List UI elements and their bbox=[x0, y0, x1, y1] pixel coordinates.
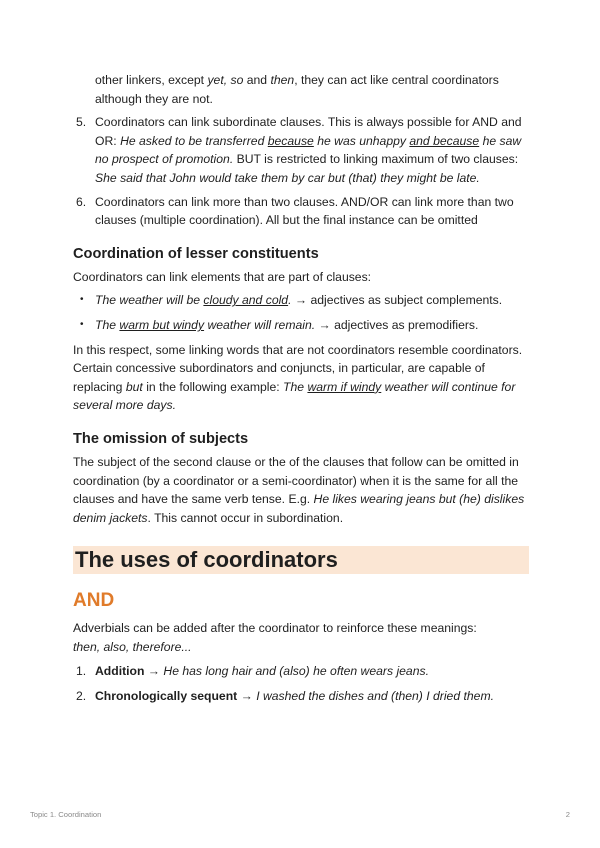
text-run: and because bbox=[409, 133, 480, 148]
list-number: 2. bbox=[76, 689, 87, 704]
footer-title: Topic 1. Coordination bbox=[30, 810, 102, 819]
numbered-list bbox=[73, 113, 529, 230]
chapter-heading: The uses of coordinators bbox=[73, 546, 529, 574]
bullet-list bbox=[73, 291, 529, 334]
text-run: but bbox=[125, 379, 143, 394]
list-item bbox=[73, 113, 529, 187]
text-run: other linkers, except bbox=[95, 73, 208, 87]
paragraph bbox=[73, 619, 529, 656]
text-run: Adverbials can be added after the coordinator to reinforce these meanings: bbox=[73, 621, 477, 636]
text-run: warm if windy bbox=[307, 379, 382, 394]
example-text: I washed the dishes and (then) I dried them. bbox=[256, 689, 494, 704]
text-run: BUT is restricted to linking maximum of two clauses: bbox=[233, 152, 519, 167]
text-run: weather will remain. bbox=[204, 317, 316, 332]
text-run: and bbox=[243, 73, 271, 87]
text-run: , they can act like central coordinators although they are not. bbox=[95, 73, 499, 106]
text-run: in the following example: bbox=[142, 379, 284, 394]
paragraph bbox=[73, 341, 529, 415]
text-run: weather will continue for several more days. bbox=[73, 379, 516, 413]
page-content bbox=[73, 71, 529, 706]
text-run: → adjectives as premodifiers. bbox=[315, 317, 479, 332]
text-run: . This cannot occur in subordination. bbox=[147, 510, 344, 525]
text-run: In this respect, some linking words that are not coordinators resemble coordinators. Certain concessive subordinators and conjuncts, in particular, are capable of replacing bbox=[73, 342, 523, 394]
paragraph bbox=[73, 453, 529, 527]
text-run: The bbox=[95, 317, 120, 332]
text-run: warm but windy bbox=[119, 317, 205, 332]
text-run: Coordinators can link subordinate clauses. This is always possible for AND and OR: bbox=[95, 115, 522, 148]
text-run: he saw no prospect of promotion. bbox=[95, 133, 522, 167]
text-run: yet, so bbox=[207, 73, 244, 87]
text-run: She said that John would take them by car but (that) they might be late. bbox=[95, 170, 480, 185]
text-run: then bbox=[270, 73, 295, 87]
list-number: 6. bbox=[76, 194, 87, 209]
text-run: . bbox=[288, 293, 292, 308]
text-run: The bbox=[283, 379, 308, 394]
bullet-icon: • bbox=[80, 294, 84, 306]
list-item bbox=[73, 662, 529, 681]
section-heading: The omission of subjects bbox=[73, 430, 249, 447]
list-item bbox=[73, 193, 529, 230]
text-run: He asked to be transferred bbox=[120, 133, 268, 148]
subsection-heading: AND bbox=[73, 590, 115, 612]
item-label: Addition bbox=[95, 664, 145, 679]
bullet-icon: • bbox=[80, 318, 84, 330]
list-number: 5. bbox=[76, 115, 87, 130]
text-run: because bbox=[267, 133, 314, 148]
numbered-list bbox=[73, 662, 529, 705]
text-run: he was unhappy bbox=[313, 133, 410, 148]
list-continuation bbox=[73, 71, 529, 108]
arrow-icon: → bbox=[237, 689, 257, 704]
paragraph: Coordinators can link elements that are part of clauses: bbox=[73, 269, 372, 284]
text-run: cloudy and cold bbox=[203, 293, 289, 308]
text-run: → adjectives as subject complements. bbox=[291, 293, 503, 308]
text-run: The weather will be bbox=[95, 293, 204, 308]
arrow-icon: → bbox=[144, 664, 164, 679]
list-item bbox=[73, 687, 529, 706]
text-run: The subject of the second clause or the of the clauses that follow can be omitted in coordination (by a coordinator or a semi-coordinator) when it is the same for all the clauses and have the same verb tense. E.g. bbox=[73, 454, 519, 507]
page-number: 2 bbox=[565, 810, 570, 819]
text-run: Coordinators can link more than two clauses. AND/OR can link more than two clauses (multiple coordination). All but the final instance can be omitted bbox=[95, 194, 514, 228]
section-heading: Coordination of lesser constituents bbox=[73, 245, 319, 262]
text-run: then, also, therefore... bbox=[73, 639, 192, 654]
item-label: Chronologically sequent bbox=[95, 689, 238, 704]
example-text: He has long hair and (also) he often wears jeans. bbox=[163, 664, 429, 679]
list-number: 1. bbox=[76, 664, 87, 679]
list-item bbox=[73, 316, 529, 335]
text-run: He likes wearing jeans but (he) dislikes denim jackets bbox=[73, 492, 525, 525]
list-item bbox=[73, 291, 529, 310]
